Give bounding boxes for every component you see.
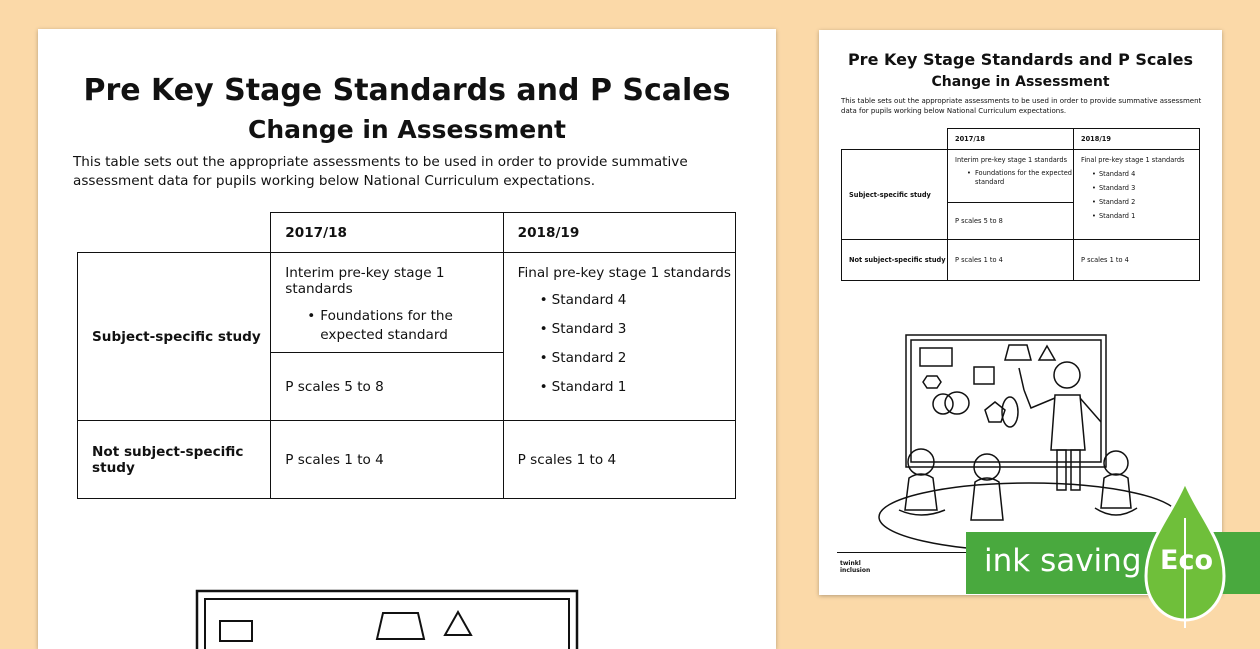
- final-bullet: • Standard 3: [518, 320, 735, 339]
- ink-saving-label: ink saving: [984, 543, 1142, 579]
- header-2017: 2017/18: [271, 213, 503, 253]
- twinkl-inclusion-logo: [840, 560, 870, 574]
- interim-text: Interim pre-key stage 1 standards: [285, 265, 445, 297]
- assessment-table: [77, 212, 736, 499]
- eco-label: Eco: [1160, 545, 1213, 576]
- cell-interim: [271, 253, 503, 353]
- preview-header-2018: 2018/19: [1074, 129, 1200, 150]
- empty-corner-cell: [78, 213, 271, 253]
- logo-line-2: inclusion: [840, 567, 871, 574]
- preview-title: Pre Key Stage Standards and P Scales: [847, 50, 1194, 69]
- preview-final-text: Final pre-key stage 1 standards: [1081, 156, 1185, 164]
- cell-p-scales-5-8: P scales 5 to 8: [271, 353, 503, 421]
- preview-cell-p-scales-5-8: P scales 5 to 8: [948, 203, 1074, 240]
- header-2018: 2018/19: [503, 213, 735, 253]
- final-text: Final pre-key stage 1 standards: [517, 265, 731, 281]
- description: This table sets out the appropriate assessments to be used in order to provide summative assessment data for pupils working below National Curriculum expectations.: [73, 154, 688, 189]
- interim-bullet: • Foundations for the expected standard: [320, 307, 502, 345]
- row-label-not-subject-specific: Not subject-specific study: [78, 421, 271, 499]
- preview-cell-p-scales-1-4-2018: P scales 1 to 4: [1074, 240, 1200, 281]
- preview-interim-bullet: • Foundations for the expected standard: [975, 169, 1073, 187]
- worksheet-main: [38, 29, 776, 649]
- final-bullet: • Standard 2: [518, 349, 735, 368]
- preview-final-bullet: • Standard 3: [1081, 184, 1199, 192]
- preview-final-bullet: • Standard 2: [1081, 198, 1199, 206]
- preview-description: This table sets out the appropriate assessments to be used in order to provide summative assessment data for pupils working below National Curriculum expectations.: [841, 97, 1202, 115]
- page-title: Pre Key Stage Standards and P Scales: [83, 73, 731, 108]
- cell-p-scales-1-4-2018: P scales 1 to 4: [503, 421, 735, 499]
- preview-final-bullet: • Standard 1: [1081, 212, 1199, 220]
- final-bullet: • Standard 1: [518, 378, 735, 397]
- final-bullet-list: [518, 291, 735, 397]
- cell-final: [503, 253, 735, 421]
- logo-line-1: twinkl: [840, 560, 861, 567]
- preview-cell-p-scales-1-4-2017: P scales 1 to 4: [948, 240, 1074, 281]
- preview-final-bullet: • Standard 4: [1081, 170, 1199, 178]
- preview-row-label-subject-specific: Subject-specific study: [842, 150, 948, 240]
- final-bullet: • Standard 4: [518, 291, 735, 310]
- preview-header-2017: 2017/18: [948, 129, 1074, 150]
- page-subtitle: Change in Assessment: [247, 115, 567, 144]
- preview-row-label-not-subject-specific: Not subject-specific study: [842, 240, 948, 281]
- cell-p-scales-1-4-2017: P scales 1 to 4: [271, 421, 503, 499]
- preview-interim-text: Interim pre-key stage 1 standards: [955, 156, 1068, 164]
- preview-subtitle: Change in Assessment: [931, 74, 1110, 90]
- row-label-subject-specific: Subject-specific study: [78, 253, 271, 421]
